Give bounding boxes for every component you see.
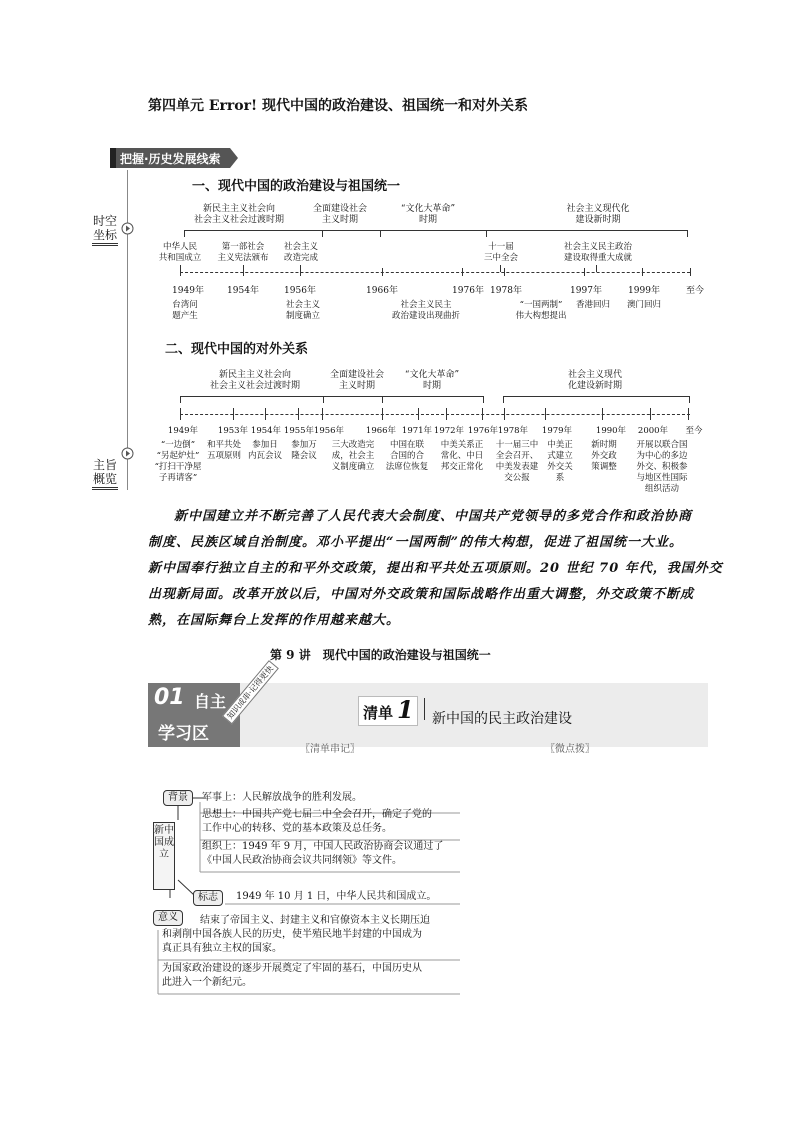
study-title-1: 自主: [194, 692, 227, 711]
axis-tick: [298, 408, 299, 420]
period-bracket: [180, 396, 324, 403]
timeline-event: 社会主义 改造完成: [283, 242, 318, 263]
background-item: 思想上：中国共产党七届二中全会召开，确定了党的 工作中心的转移、党的基本政策及总任务。: [202, 809, 432, 834]
period-bracket: [323, 396, 383, 403]
study-number: 01: [154, 685, 185, 710]
period-bracket: [503, 396, 690, 403]
year-label: 1966年: [365, 426, 397, 436]
timeline-event: “一国两制” 伟大构想提出: [515, 300, 567, 321]
axis-tick: [642, 268, 643, 276]
axis-tick: [300, 268, 301, 276]
foreign-event: 中美正 式建立 外交关 系: [547, 440, 573, 483]
summary-paragraph: 新中国建立并不断完善了人民代表大会制度、中国共产党领导的多党合作和政治协商 制度、民族区域自治制度。邓小平提出“一国两制”的伟大构想，促进了祖国统一大业。 新中国奉行独立自主的和平外交政策，提出和平共处五项原则。20 世纪 70 年代，我国外交 出现新局面。改革开放以后，中国对外交政策和国际战略作出重大调整，外交政策不断成 熟，在国际舞台上发挥的作用越来越大。: [148, 509, 723, 628]
year-label: 1966年: [366, 286, 398, 296]
section1-title: 一、现代中国的政治建设与祖国统一: [192, 179, 401, 194]
arrow-circle-icon: [121, 220, 134, 239]
period-label: 新民主主义社会向 社会主义社会过渡时期: [193, 204, 284, 225]
foreign-event: 三大改造完 成，社会主 义制度确立: [331, 440, 375, 472]
year-label: 1979年: [541, 426, 573, 436]
period-label: 社会主义现代 化建设新时期: [567, 370, 622, 391]
timeline-axis: [180, 414, 690, 415]
side-label-timeline: 时空坐标: [92, 214, 118, 246]
period-bracket: [322, 230, 381, 237]
foreign-event: 中美关系正 常化、中日 邦交正常化: [440, 440, 484, 472]
year-label: 2000年: [637, 426, 669, 436]
period-bracket: [486, 230, 688, 237]
year-label: 1956年: [313, 426, 345, 436]
list-number: 1: [397, 695, 414, 724]
period-label: 社会主义现代化 建设新时期: [566, 204, 630, 225]
year-label: 1956年: [284, 286, 316, 296]
period-label: “文化大革命” 时期: [404, 370, 460, 391]
axis-tick: [504, 268, 505, 276]
center-node: 新中国成立: [153, 822, 175, 890]
year-label: 1972年: [433, 426, 465, 436]
timeline-event: 社会主义民主 政治建设出现曲折: [391, 300, 460, 321]
study-title-2: 学习区: [158, 724, 209, 744]
period-label: 新民主主义社会向 社会主义社会过渡时期: [209, 370, 300, 391]
timeline-event: 社会主义 制度确立: [285, 300, 320, 321]
foreign-event: 开展以联合国 为中心的多边 外交、积极参 与地区性国际 组织活动: [636, 440, 688, 494]
background-item: 组织上：1949 年 9 月，中国人民政治协商会议通过了 《中国人民政治协商会议共同纲领》等文件。: [202, 841, 444, 866]
meaning-item: 结束了帝国主义、封建主义和官僚资本主义长期压迫 和剥削中国各族人民的历史，使半殖民地半封建的中国成为 真正具有独立主权的国家。: [162, 915, 430, 954]
year-label: 1954年: [250, 426, 282, 436]
timeline-event: 台湾问 题产生: [172, 300, 198, 321]
period-bracket: [184, 230, 323, 237]
axis-tick: [265, 408, 266, 420]
foreign-event: “一边倒” “另起炉灶” “打扫干净屋 子再请客”: [154, 440, 202, 483]
sub-right-label: 〖微点拨〗: [545, 744, 595, 755]
timeline-event: 澳门回归: [626, 300, 661, 310]
period-bracket: [380, 230, 487, 237]
year-label: 1990年: [595, 426, 627, 436]
axis-tick: [690, 268, 691, 276]
axis-tick: [688, 408, 689, 420]
axis-tick: [418, 408, 419, 420]
year-label: 1949年: [172, 286, 204, 296]
axis-tick: [382, 268, 383, 276]
study-slogan: 知识成串·记得更快: [222, 660, 279, 724]
lecture-title: 第 9 讲 现代中国的政治建设与祖国统一: [270, 648, 491, 662]
year-label: 至今: [685, 426, 703, 436]
timeline-event: 中华人民 共和国成立: [158, 242, 202, 263]
meaning-badge: 意义: [153, 910, 183, 926]
timeline-event: 社会主义民主政治 建设取得重大成就: [563, 242, 632, 263]
axis-tick: [322, 408, 323, 420]
axis-tick: [602, 408, 603, 420]
year-label: 1953年: [217, 426, 249, 436]
year-label: 1949年: [167, 426, 199, 436]
background-badge: 背景: [163, 790, 193, 806]
timeline-event: 香港回归: [575, 300, 610, 310]
year-label: 1997年: [570, 286, 602, 296]
axis-tick: [180, 408, 181, 420]
sign-text: 1949 年 10 月 1 日，中华人民共和国成立。: [236, 891, 437, 902]
connector-tick: [500, 265, 501, 272]
timeline-event: 十一届 三中全会: [483, 242, 518, 263]
year-label: 1971年: [401, 426, 433, 436]
background-item: 军事上：人民解放战争的胜利发展。: [202, 792, 362, 803]
year-label: 1955年: [283, 426, 315, 436]
axis-tick: [482, 408, 483, 420]
axis-tick: [446, 408, 447, 420]
year-label: 1999年: [628, 286, 660, 296]
year-label: 至今: [685, 286, 704, 296]
section-banner: [110, 146, 240, 174]
period-bracket: [382, 396, 484, 403]
axis-tick: [584, 268, 585, 276]
side-label-theme: 主旨概览: [92, 458, 118, 490]
year-label: 1978年: [497, 426, 529, 436]
arrow-circle-icon: [121, 445, 134, 464]
list-label-box: [358, 696, 418, 726]
meaning-item: 为国家政治建设的逐步开展奠定了牢固的基石，中国历史从 此进入一个新纪元。: [162, 963, 422, 988]
period-label: “文化大革命” 时期: [400, 204, 456, 225]
timeline-event: 第一部社会 主义宪法颁布: [217, 242, 269, 263]
axis-tick: [243, 268, 244, 276]
sign-badge: 标志: [193, 890, 223, 906]
foreign-event: 新时期 外交政 策调整: [591, 440, 617, 472]
foreign-event: 参加日 内瓦会议: [247, 440, 282, 461]
list-divider: [424, 698, 425, 720]
year-label: 1954年: [227, 286, 259, 296]
axis-tick: [545, 408, 546, 420]
foreign-event: 和平共处 五项原则: [206, 440, 241, 461]
year-label: 1978年: [490, 286, 522, 296]
sub-left-label: 〖清单串记〗: [300, 744, 360, 755]
foreign-event: 中国在联 合国的合 法席位恢复: [385, 440, 429, 472]
timeline-axis: [180, 272, 690, 273]
section2-title: 二、现代中国的对外关系: [165, 342, 309, 357]
axis-tick: [462, 268, 463, 276]
axis-tick: [382, 408, 383, 420]
period-label: 全面建设社会 主义时期: [329, 370, 384, 391]
axis-tick: [233, 408, 234, 420]
period-label: 全面建设社会 主义时期: [312, 204, 367, 225]
axis-tick: [650, 408, 651, 420]
document-title: 第四单元 Error! 现代中国的政治建设、祖国统一和对外关系: [148, 98, 529, 114]
list-label: 清单: [363, 704, 394, 722]
vertical-guide: [127, 170, 128, 490]
connector-tick: [596, 265, 597, 272]
list-title: 新中国的民主政治建设: [432, 711, 572, 727]
axis-tick: [504, 408, 505, 420]
year-label: 1976年: [452, 286, 484, 296]
foreign-event: 参加万 隆会议: [291, 440, 317, 461]
axis-tick: [180, 268, 181, 276]
banner-text: 把握·历史发展线索: [120, 152, 221, 166]
foreign-event: 十一届三中 全会召开、 中美发表建 交公报: [495, 440, 539, 483]
year-label: 1976年: [467, 426, 499, 436]
